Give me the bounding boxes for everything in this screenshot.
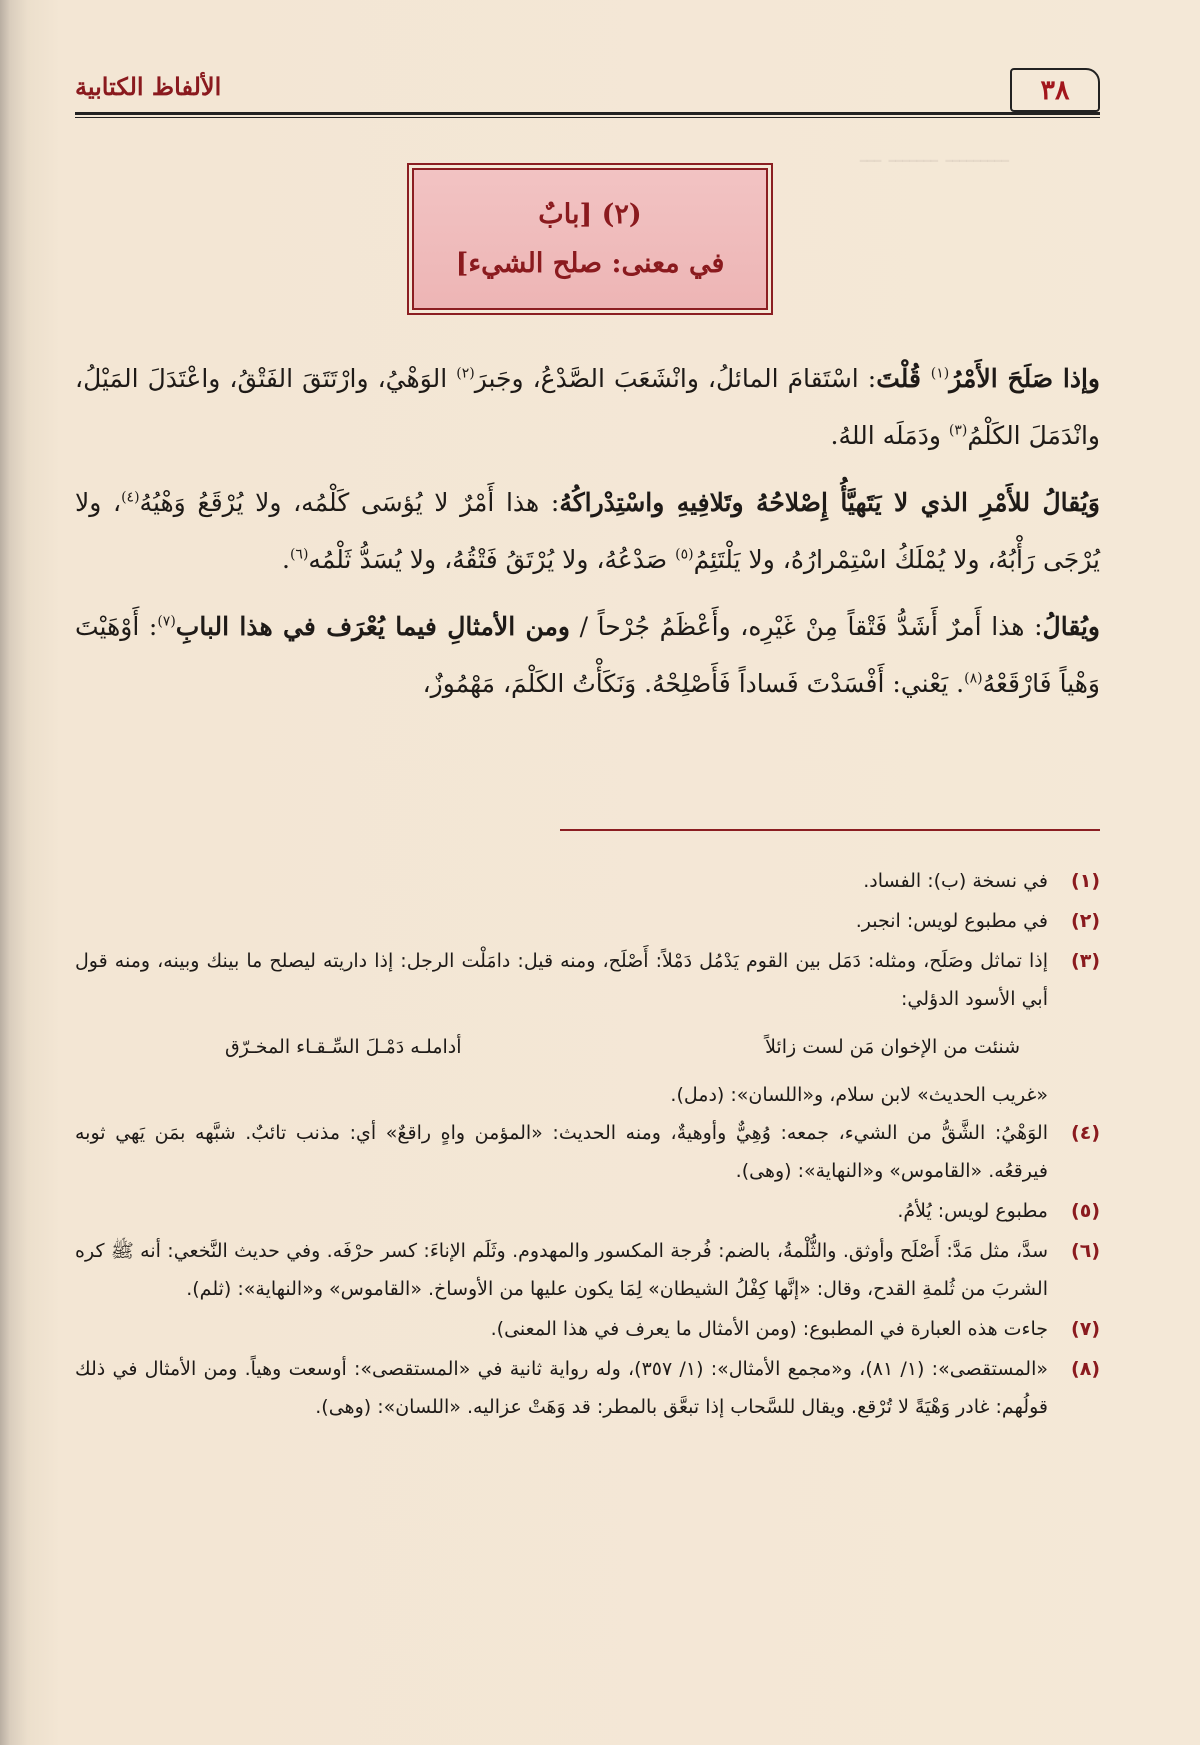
footnote-number: (٨): [1071, 1358, 1100, 1380]
footnote: [75, 942, 1100, 1018]
footnote: [75, 1114, 1100, 1190]
footnote-number: (٦): [1071, 1240, 1100, 1262]
footnote-ref: (٨): [964, 670, 983, 687]
running-header: [75, 62, 1100, 114]
footnote-text: مطبوع لويس: يُلأمُ.: [897, 1200, 1048, 1222]
footnote: [75, 1232, 1100, 1308]
paragraph-text: ، ولا يُرْجَى رَأْبُهُ، ولا يُمْلَكُ اسْتِمْرارُهُ، ولا يَلْتَئِمُ: [75, 488, 1100, 574]
verse-source: «غريب الحديث» لابن سلام، و«اللسان»: (دمل).: [670, 1084, 1048, 1106]
header-rule-thin: [75, 117, 1100, 118]
footnote-ref: (١): [930, 365, 950, 382]
paragraph-text: : هذا أَمرٌ أَشَدُّ فَتْقاً مِنْ غَيْرِه، وأَعْظَمُ جُرْحاً /: [570, 612, 1043, 641]
paragraph-text: الوَهْيُ، وارْتَتَقَ الفَتْقُ، واعْتَدَلَ المَيْلُ، وانْدَمَلَ الكَلْمُ: [75, 364, 1100, 450]
verse: [75, 1024, 1100, 1070]
paragraph-text: : اسْتَقامَ المائلُ، وانْشَعَبَ الصَّدْعُ، وجَبرَ: [474, 364, 877, 393]
verse-hemistich-2: أداملـه دَمْـلَ السِّـقـاء المخـرّق: [225, 1036, 462, 1058]
footnote-number: (٥): [1071, 1200, 1100, 1222]
book-title: الألفاظ الكتابية: [75, 72, 222, 101]
footnote-text: «المستقصى»: (١/ ٨١)، و«مجمع الأمثال»: (١/ ٣٥٧)، وله رواية ثانية في «المستقصى»: أوسعت وهياً. ومن الأمثال في ذلك قولُهم: غادر وَهْيَةً لا تُرْقع. ويقال للسَّحاب إذا تبعَّق بالمطر: قد وَهَتْ عزاليه. «اللسان»: (وهى).: [75, 1358, 1048, 1418]
footnote-text: سدَّ، مثل مَدَّ: أَصْلَح وأوثق. والثُّلْمةُ، بالضم: فُرجة المكسور والمهدوم. وثَلَم الإناءَ: كسر حرْفَه. وفي حديث النَّخعي: أنه ﷺ كره الشربَ من ثُلمةِ القدح، وقال: «إنَّها كِفْلُ الشيطان» لِمَا يكون عليها من الأوساخ. «القاموس» و«النهاية»: (ثلم).: [75, 1240, 1048, 1300]
paragraph-text: : هذا أَمْرٌ لا يُؤسَى كَلْمُه، ولا يُرْقَعُ وَهْيُهُ: [139, 488, 560, 517]
footnote-number: (٣): [1071, 950, 1100, 972]
footnote-ref: (٦): [289, 546, 309, 563]
paragraph-text: ودَمَلَه اللهُ.: [830, 421, 949, 450]
footnote-number: (٧): [1071, 1318, 1100, 1340]
footnote-ref: (٣): [948, 422, 968, 439]
footnote-number: (٢): [1071, 910, 1100, 932]
chapter-heading-box: [412, 168, 768, 310]
paragraph-lead-2: قُلْتَ: [876, 364, 931, 393]
footnote: [75, 902, 1100, 940]
verse-hemistich-1: شنئت من الإخوان مَن لست زائلاً: [765, 1036, 1020, 1058]
paragraph-1: [75, 350, 1100, 464]
paragraph-2: [75, 474, 1100, 588]
header-rule: [75, 112, 1100, 115]
paragraph-text: .: [282, 545, 290, 574]
footnote-text: جاءت هذه العبارة في المطبوع: (ومن الأمثال ما يعرف في هذا المعنى).: [490, 1318, 1048, 1340]
paragraph-3: [75, 598, 1100, 712]
paragraph-lead: ويُقالُ: [1042, 612, 1100, 641]
footnote: [75, 1310, 1100, 1348]
footnote-number: (٤): [1071, 1122, 1100, 1144]
page-number: ٣٨: [1010, 68, 1100, 112]
paragraph-text: : أَوْهَيْتَ وَهْياً فَارْقَعْهُ: [75, 612, 1100, 698]
footnote: [75, 1192, 1100, 1230]
paragraph-lead-2: ومن الأمثالِ فيما يُعْرَف في هذا البابِ: [175, 612, 571, 641]
footnote-ref: (٤): [121, 489, 140, 506]
footnote-text: في مطبوع لويس: انجبر.: [855, 910, 1048, 932]
paragraph-text: صَدْعُهُ، ولا يُرْتَقُ فَتْقُهُ، ولا يُسَدُّ ثَلْمُه: [308, 545, 676, 574]
footnote-text: الوَهْيُ: الشَّقُّ من الشيء، جمعه: وُهِيٌّ وأوهيةٌ، ومنه الحديث: «المؤمن واهٍ راقعٌ» أي: مذنب تائبٌ. شبَّهه بمَن يَهي ثوبه فيرقعُه. «القاموس» و«النهاية»: (وهى).: [75, 1122, 1048, 1182]
footnote-text: في نسخة (ب): الفساد.: [863, 870, 1048, 892]
main-text: [75, 350, 1100, 722]
footnote-text: إذا تماثل وصَلَح، ومثله: دَمَل بين القوم يَدْمُل دَمْلاً: أَصْلَح، ومنه قيل: دامَلْت الرجل: إذا داريته ليصلح ما بينك وبينه، ومنه قول أبي الأسود الدؤلي:: [75, 950, 1048, 1010]
footnote-ref: (٧): [157, 613, 176, 630]
chapter-title: في معنى: صلح الشيء]: [455, 248, 725, 279]
footnote-number: (١): [1071, 870, 1100, 892]
paragraph-text: . يَعْني: أَفْسَدْتَ فَساداً فَأَصْلِحْهُ. وَنَكَأْتُ الكَلْمَ، مَهْمُوزٌ،: [422, 669, 965, 698]
footnotes: [75, 862, 1100, 1428]
chapter-number: (٢) [بابٌ: [538, 199, 642, 230]
paragraph-lead: وَيُقالُ للأَمْرِ الذي لا يَتَهيَّأُ إِصْلاحُهُ وتَلافِيهِ واسْتِدْراكُهُ: [559, 488, 1100, 517]
footnote: [75, 862, 1100, 900]
footnote-ref: (٢): [456, 365, 475, 382]
footnote-ref: (٥): [675, 546, 694, 563]
paragraph-lead: وإذا صَلَحَ الأَمْرُ: [949, 364, 1100, 393]
footnote-divider: [560, 829, 1100, 831]
footnote: [75, 1350, 1100, 1426]
show-through-text: ـــــــــ ـــــــ ـــ: [860, 140, 1009, 168]
